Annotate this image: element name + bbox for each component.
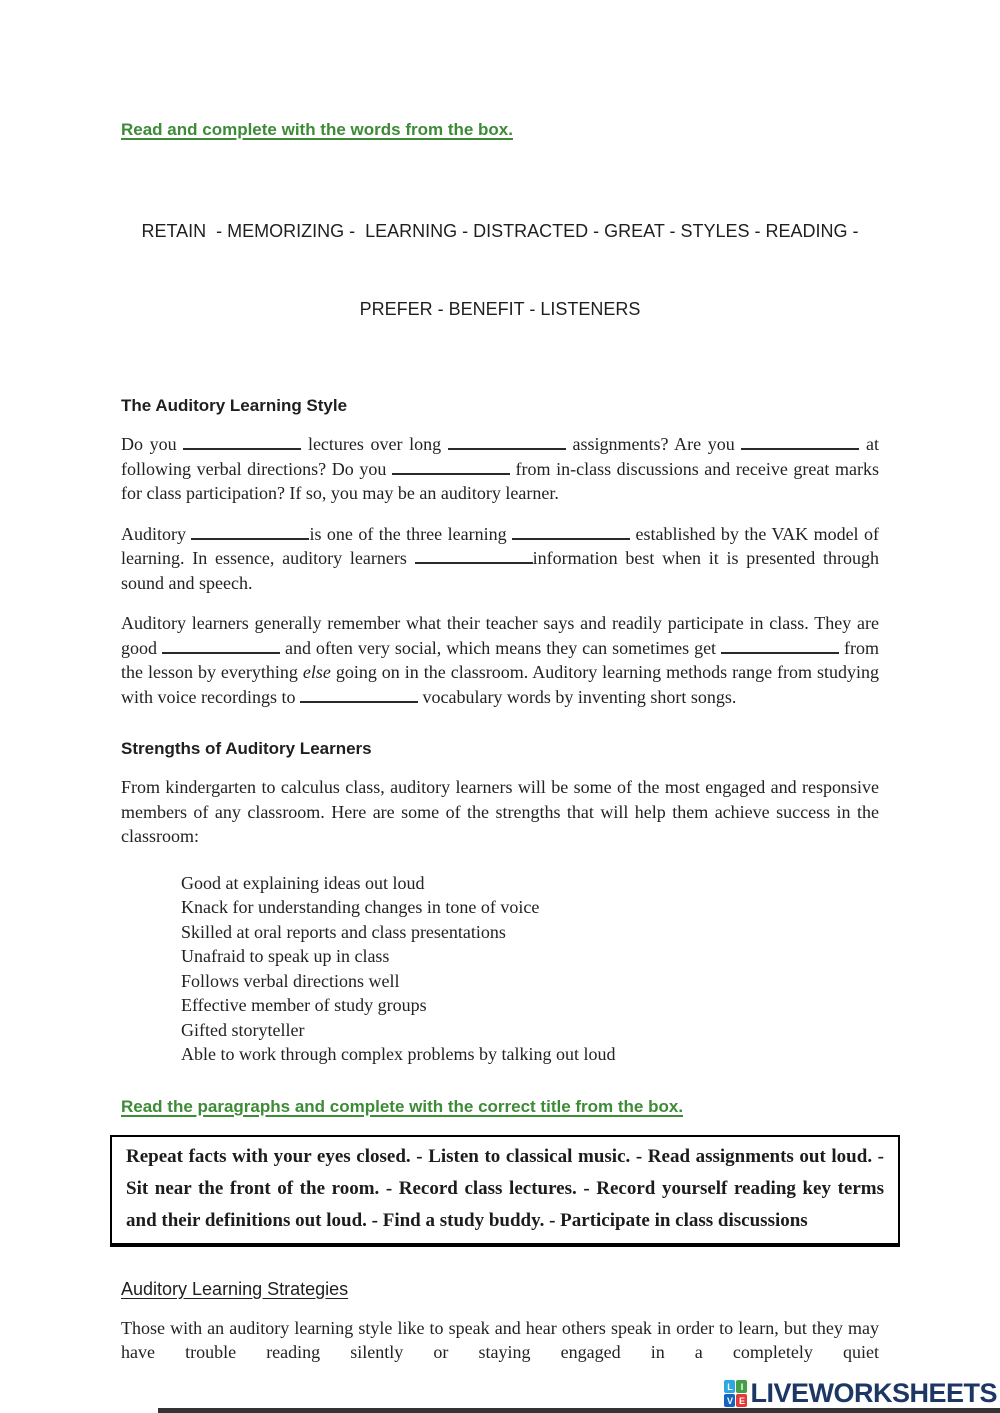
- strengths-heading: Strengths of Auditory Learners: [121, 739, 372, 758]
- answer-blank[interactable]: [162, 640, 280, 654]
- strength-item: Knack for understanding changes in tone of voice: [181, 897, 540, 917]
- page-edge-bar: [158, 1408, 1000, 1413]
- logo-tile-i: I: [736, 1380, 747, 1393]
- title-bank-box: Repeat facts with your eyes closed. - Listen to classical music. - Read assignments out loud. - Sit near the front of the room. - Record class lectures. - Record yourself reading key terms and their definitions out loud. - Find a study buddy. - Participate in class discussions: [110, 1135, 900, 1247]
- strength-item: Gifted storyteller: [181, 1019, 305, 1040]
- answer-blank[interactable]: [392, 461, 510, 475]
- strategies-heading: Auditory Learning Strategies: [121, 1278, 349, 1299]
- liveworksheets-logo[interactable]: [724, 1380, 997, 1407]
- word-bank-line: RETAIN - MEMORIZING - LEARNING - DISTRACTED - GREAT - STYLES - READING -: [141, 221, 859, 241]
- answer-blank[interactable]: [448, 436, 566, 450]
- strength-item: Unafraid to speak up in class: [181, 946, 390, 966]
- paragraph-4: From kindergarten to calculus class, auditory learners will be some of the most engaged and responsive members of any classroom. Here are some of the strengths that will help them achieve success in the classroom:: [121, 777, 879, 846]
- article-title: The Auditory Learning Style: [121, 396, 348, 415]
- answer-blank[interactable]: [183, 436, 301, 450]
- liveworksheets-logo-icon: [724, 1380, 747, 1407]
- strength-item: Good at explaining ideas out loud: [181, 872, 425, 893]
- strength-item: Follows verbal directions well: [181, 970, 400, 991]
- answer-blank[interactable]: [415, 550, 533, 564]
- answer-blank[interactable]: [191, 526, 309, 540]
- worksheet-content: [121, 120, 884, 1365]
- liveworksheets-wordmark: LIVEWORKSHEETS: [750, 1378, 997, 1408]
- answer-blank[interactable]: [741, 436, 859, 450]
- paragraph-1: Do you lectures over long assignments? Are you at following verbal directions? Do you from in-class discussions and receive great marks for class participation? If so, you may be an auditory learner.: [121, 434, 880, 503]
- answer-blank[interactable]: [512, 526, 630, 540]
- paragraph-5: Those with an auditory learning style like to speak and hear others speak in order to learn, but they may have trouble reading silently or staying engaged in a completely quiet: [121, 1317, 879, 1362]
- strength-item: Effective member of study groups: [181, 995, 427, 1015]
- logo-tile-v: V: [724, 1394, 735, 1407]
- instruction-heading-2: Read the paragraphs and complete with the correct title from the box.: [121, 1096, 684, 1116]
- paragraph-3: Auditory learners generally remember what their teacher says and readily participate in class. They are good and often very social, which means they can sometimes get from the lesson by everything else going on in the classroom. Auditory learning methods range from studying with voice recordings to vocabulary words by inventing short songs.: [121, 613, 880, 707]
- answer-blank[interactable]: [721, 640, 839, 654]
- word-bank: [121, 166, 879, 374]
- logo-tile-e: E: [736, 1394, 747, 1407]
- word-bank-line: PREFER - BENEFIT - LISTENERS: [359, 299, 641, 319]
- answer-blank[interactable]: [300, 689, 418, 703]
- logo-tile-l: L: [724, 1380, 735, 1393]
- strength-item: Skilled at oral reports and class presentations: [181, 921, 506, 942]
- paragraph-2: Auditory is one of the three learning established by the VAK model of learning. In essence, auditory learners information best when it is presented through sound and speech.: [121, 523, 880, 593]
- instruction-heading-1: Read and complete with the words from the box.: [121, 120, 513, 139]
- strength-item: Able to work through complex problems by talking out loud: [181, 1044, 616, 1064]
- strengths-list: [181, 871, 879, 1067]
